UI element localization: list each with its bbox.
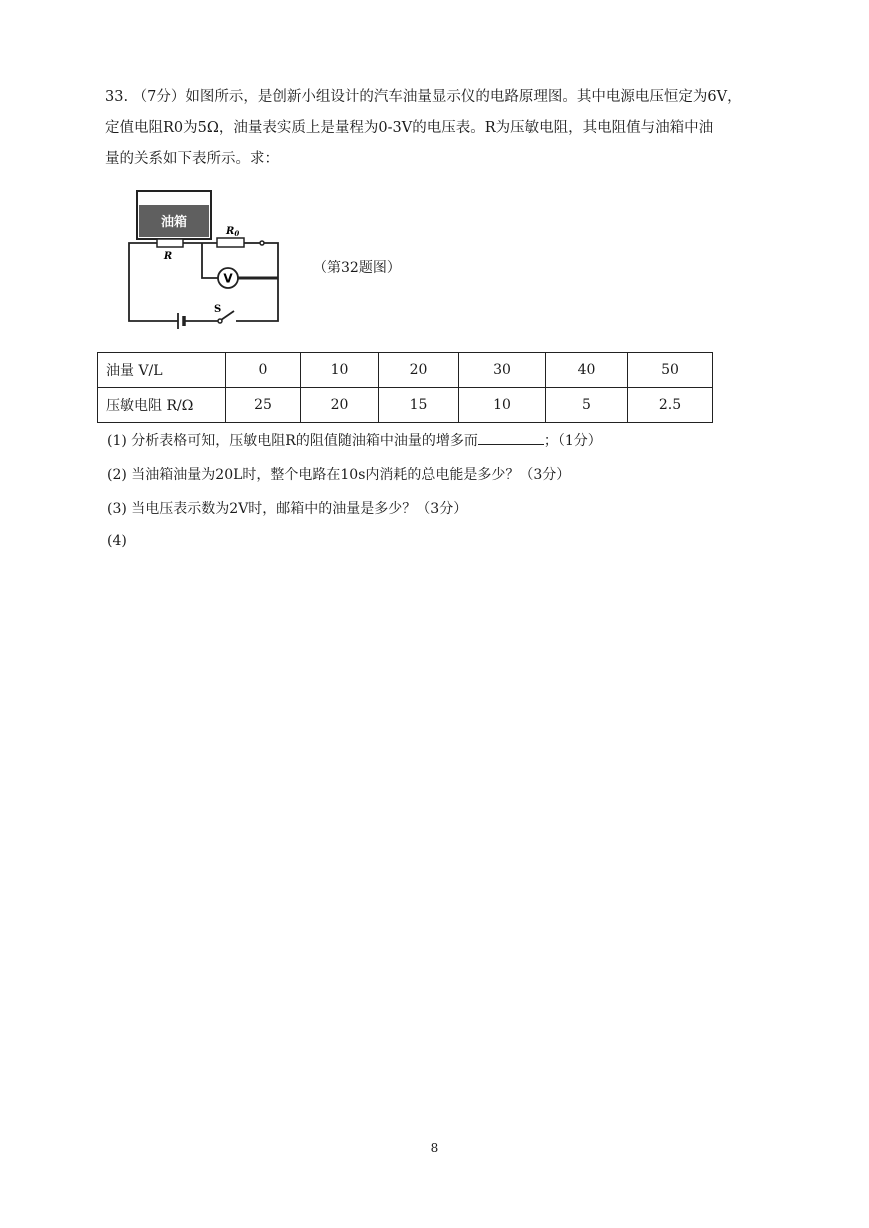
table-cell: 20 xyxy=(301,388,379,423)
resistor-r0-label: $R_0$ xyxy=(226,226,240,238)
switch-blade xyxy=(221,311,234,320)
problem-statement xyxy=(105,82,785,175)
figure-caption: （第32题图） xyxy=(313,260,401,276)
wire-voltmeter-left xyxy=(202,243,218,278)
table-row xyxy=(98,388,713,423)
answer-blank xyxy=(478,430,544,445)
question-2: (2) 当油箱油量为20L时，整个电路在10s内消耗的总电能是多少？（3分） xyxy=(107,467,571,483)
table-cell: 30 xyxy=(459,353,546,388)
table-cell: 50 xyxy=(628,353,713,388)
table-cell: 40 xyxy=(546,353,628,388)
page-number: 8 xyxy=(430,1141,439,1155)
data-table xyxy=(97,352,713,423)
tank-label: 油箱 xyxy=(160,215,188,230)
question-3: (3) 当电压表示数为2V时，邮箱中的油量是多少？（3分） xyxy=(107,501,468,517)
table-cell: 10 xyxy=(301,353,379,388)
question-1-points: ；（1分） xyxy=(543,433,602,449)
wire-right xyxy=(236,243,278,321)
table-cell: 15 xyxy=(379,388,459,423)
table-cell: 2.5 xyxy=(628,388,713,423)
row-header-oil-volume: 油量 V/L xyxy=(98,353,226,388)
terminal xyxy=(260,241,264,245)
table-cell: 0 xyxy=(226,353,301,388)
problem-line-2: 定值电阻R0为5Ω，油量表实质上是量程为0-3V的电压表。R为压敏电阻，其电阻值与油箱中油 xyxy=(105,120,714,136)
table-cell: 25 xyxy=(226,388,301,423)
switch-label: S xyxy=(214,304,222,315)
circuit-diagram xyxy=(120,187,295,337)
resistor-r xyxy=(157,239,183,247)
row-header-resistance: 压敏电阻 R/Ω xyxy=(98,388,226,423)
table-row xyxy=(98,353,713,388)
question-4: (4) xyxy=(107,533,127,549)
table-cell: 20 xyxy=(379,353,459,388)
table-cell: 10 xyxy=(459,388,546,423)
problem-line-3: 量的关系如下表所示。求： xyxy=(105,151,279,167)
problem-line-1: 33. （7分）如图所示，是创新小组设计的汽车油量显示仪的电路原理图。其中电源电压恒定为6V， xyxy=(105,89,742,105)
resistor-r-label: R xyxy=(163,251,173,262)
question-1-text: (1) 分析表格可知，压敏电阻R的阻值随油箱中油量的增多而 xyxy=(107,433,478,449)
voltmeter-label: V xyxy=(223,271,233,286)
table-cell: 5 xyxy=(546,388,628,423)
resistor-r0 xyxy=(217,238,244,247)
question-1 xyxy=(107,430,602,450)
